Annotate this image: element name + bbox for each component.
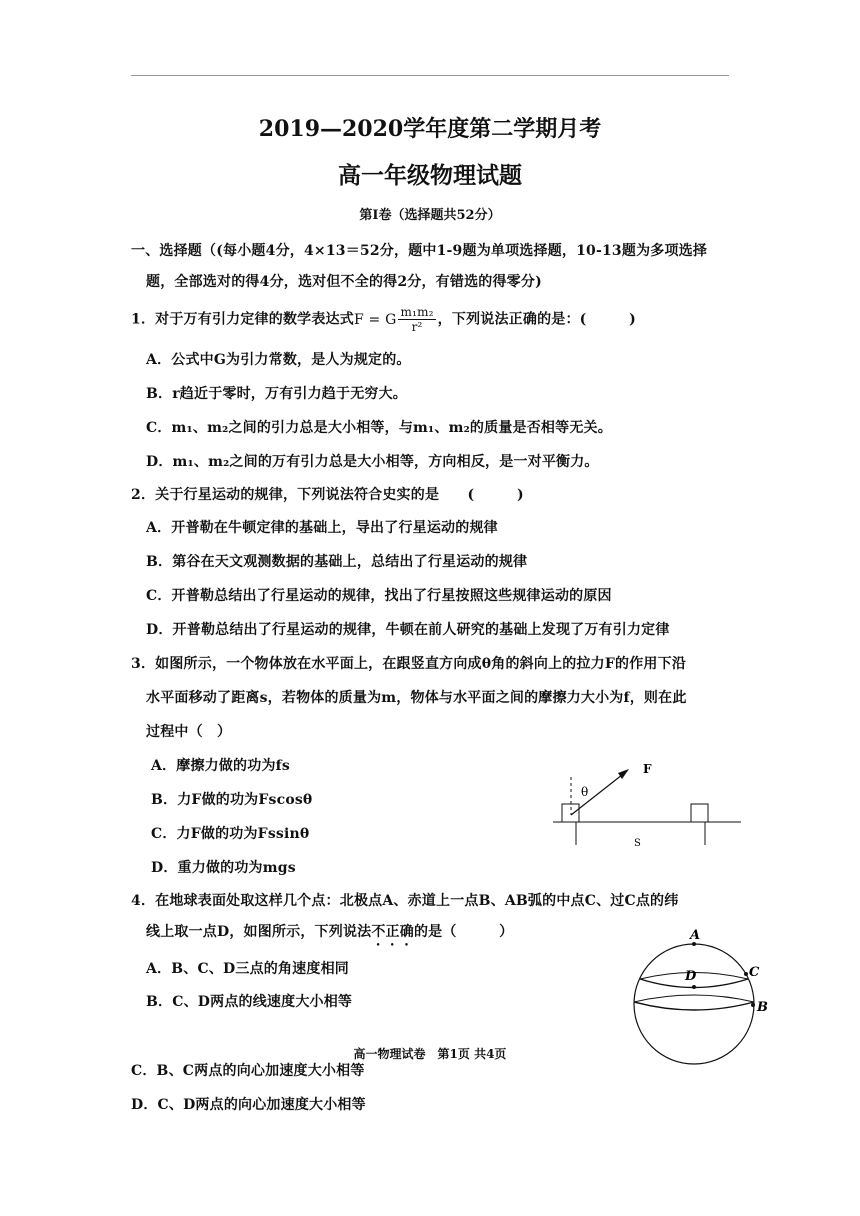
q2-option-a: A．开普勒在牛顿定律的基础上，导出了行星运动的规律 (146, 520, 498, 536)
instructions-line2: 题，全部选对的得4分，选对但不全的得2分，有错选的得零分) (146, 274, 542, 290)
q3-force-diagram (545, 755, 745, 855)
header-rule (131, 75, 729, 76)
q1-formula (353, 305, 438, 334)
q3-stem-line3: 过程中（ ） (146, 724, 232, 740)
q2-option-b: B．第谷在天文观测数据的基础上，总结出了行星运动的规律 (146, 554, 528, 570)
q1-stem-post: ，下列说法正确的是：( ) (437, 311, 636, 328)
q1-stem (131, 305, 636, 334)
q4-stem-line2 (146, 921, 513, 949)
page-footer: 高一物理试卷 第1页 共4页 (353, 1047, 507, 1061)
point-b-dot (751, 1003, 755, 1007)
section-title: 第Ⅰ卷（选择题共52分） (359, 208, 501, 223)
point-d-dot (692, 985, 696, 989)
force-vector (571, 771, 627, 815)
q4-option-d: D．C、D两点的向心加速度大小相等 (131, 1097, 366, 1113)
q1-option-b: B．r趋近于零时，万有引力趋于无穷大。 (146, 386, 408, 402)
q1-stem-pre: 1．对于万有引力定律的数学表达式 (131, 311, 354, 328)
q4-emphasis: 不正确 (371, 924, 414, 940)
q4-option-a: A．B、C、D三点的角速度相同 (146, 961, 349, 977)
distance-label: S (634, 838, 641, 849)
q2-option-d: D．开普勒总结出了行星运动的规律，牛顿在前人研究的基础上发现了万有引力定律 (146, 622, 670, 638)
q1-option-d: D．m₁、m₂之间的万有引力总是大小相等，方向相反，是一对平衡力。 (146, 454, 599, 470)
q1-formula-lhs: F = G (353, 311, 397, 328)
q3-option-c: C．力F做的功为Fssinθ (151, 826, 310, 842)
q1-option-a: A．公式中G为引力常数，是人为规定的。 (146, 352, 411, 368)
q3-stem-line1: 3．如图所示，一个物体放在水平面上，在跟竖直方向成θ角的斜向上的拉力F的作用下沿 (131, 656, 687, 672)
q1-option-c: C．m₁、m₂之间的引力总是大小相等，与m₁、m₂的质量是否相等无关。 (146, 420, 612, 436)
q4-stem-line2-post: 的是（ ） (413, 924, 514, 940)
q3-option-d: D．重力做的功为mgs (151, 860, 296, 876)
q2-option-c: C．开普勒总结出了行星运动的规律，找出了行星按照这些规律运动的原因 (146, 588, 612, 604)
angle-label: θ (581, 785, 589, 799)
equator-back-arc (634, 995, 754, 1002)
point-a-label: A (690, 928, 701, 943)
force-label: F (643, 762, 652, 776)
point-c-dot (744, 972, 748, 976)
q1-frac-den: r² (411, 320, 423, 334)
q4-option-c: C．B、C两点的向心加速度大小相等 (131, 1063, 365, 1079)
exam-subtitle: 高一年级物理试题 (338, 162, 522, 189)
q3-option-a: A．摩擦力做的功为fs (151, 758, 290, 774)
q1-fraction (398, 305, 435, 334)
q1-frac-num: m₁m₂ (400, 305, 434, 319)
point-d-label: D (685, 969, 697, 984)
q3-stem-line2: 水平面移动了距离s，若物体的质量为m，物体与水平面之间的摩擦力大小为f，则在此 (146, 690, 687, 706)
q4-stem-line1: 4．在地球表面处取这样几个点：北极点A、赤道上一点B、AB弧的中点C、过C点的纬 (131, 893, 679, 909)
q3-option-b: B．力F做的功为Fscosθ (151, 792, 313, 808)
point-b-label: B (757, 1000, 768, 1015)
equator-front-arc (634, 1002, 754, 1010)
point-c-label: C (749, 965, 760, 980)
q4-option-b: B．C、D两点的线速度大小相等 (146, 994, 353, 1010)
block-end (691, 804, 708, 822)
instructions-line1: 一、选择题（(每小题4分，4×13＝52分，题中1-9题为单项选择题，10-13题为多项选择 (131, 243, 708, 259)
q2-stem: 2．关于行星运动的规律，下列说法符合史实的是 ( ) (131, 487, 524, 503)
exam-title: 2019—2020学年度第二学期月考 (258, 116, 602, 142)
q4-stem-line2-pre: 线上取一点D，如图所示，下列说法 (146, 924, 372, 940)
